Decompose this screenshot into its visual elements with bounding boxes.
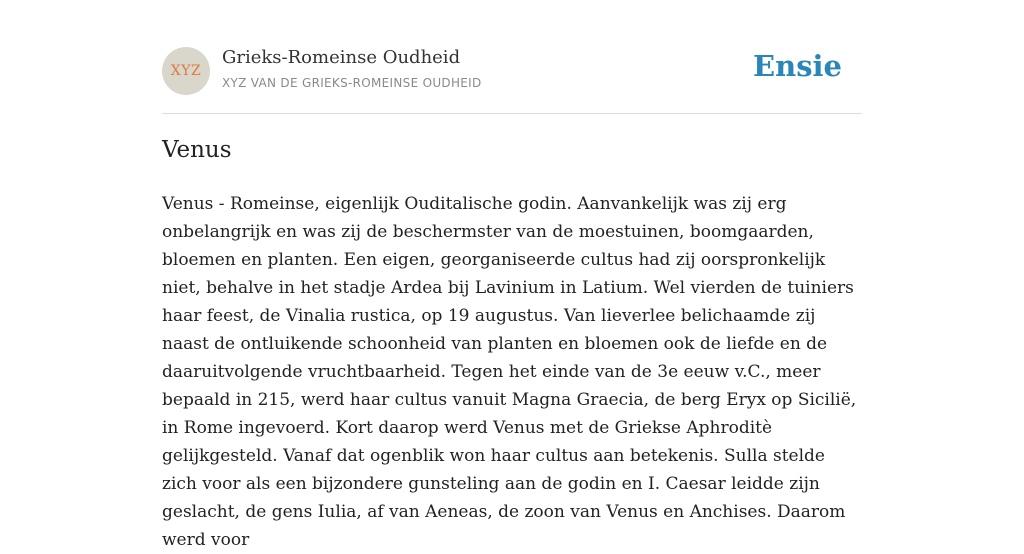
article-title: Venus (162, 137, 232, 163)
article-body: Venus - Romeinse, eigenlijk Ouditalische godin. Aanvankelijk was zij erg onbelangrijk en was zij de beschermster van de moestuinen, boomgaarden, bloemen en planten. Een eigen, georganiseerde cultus had zij oorspronkelijk niet, behalve in het stadje Ardea bij Lavinium in Latium. Wel vierden de tuiniers haar feest, de Vinalia rustica, op 19 augustus. Van lieverlee belichaamde zij naast de ontluikende schoonheid van planten en bloemen ook de liefde en de daaruitvolgende vruchtbaarheid. Tegen het einde van de 3e eeuw v.C., meer bepaald in 215, werd haar cultus vanuit Magna Graecia, de berg Eryx op Sicilië, in Rome ingevoerd. Kort daarop werd Venus met de Griekse Aphroditè gelijkgesteld. Vanaf dat ogenblik won haar cultus aan betekenis. Sulla stelde zich voor als een bijzondere gunsteling aan de godin en I. Caesar leidde zijn geslacht, de gens Iulia, af van Aeneas, de zoon van Venus en Anchises. Daarom werd voor (162, 194, 857, 550)
source-header (162, 47, 862, 95)
avatar-text: XYZ (170, 63, 202, 79)
brand-logo-link[interactable]: Ensie (753, 49, 842, 83)
header-divider (162, 113, 862, 114)
source-avatar[interactable] (162, 47, 210, 95)
source-title[interactable]: Grieks-Romeinse Oudheid (222, 47, 461, 68)
source-subtitle: XYZ VAN DE GRIEKS-ROMEINSE OUDHEID (222, 76, 482, 90)
